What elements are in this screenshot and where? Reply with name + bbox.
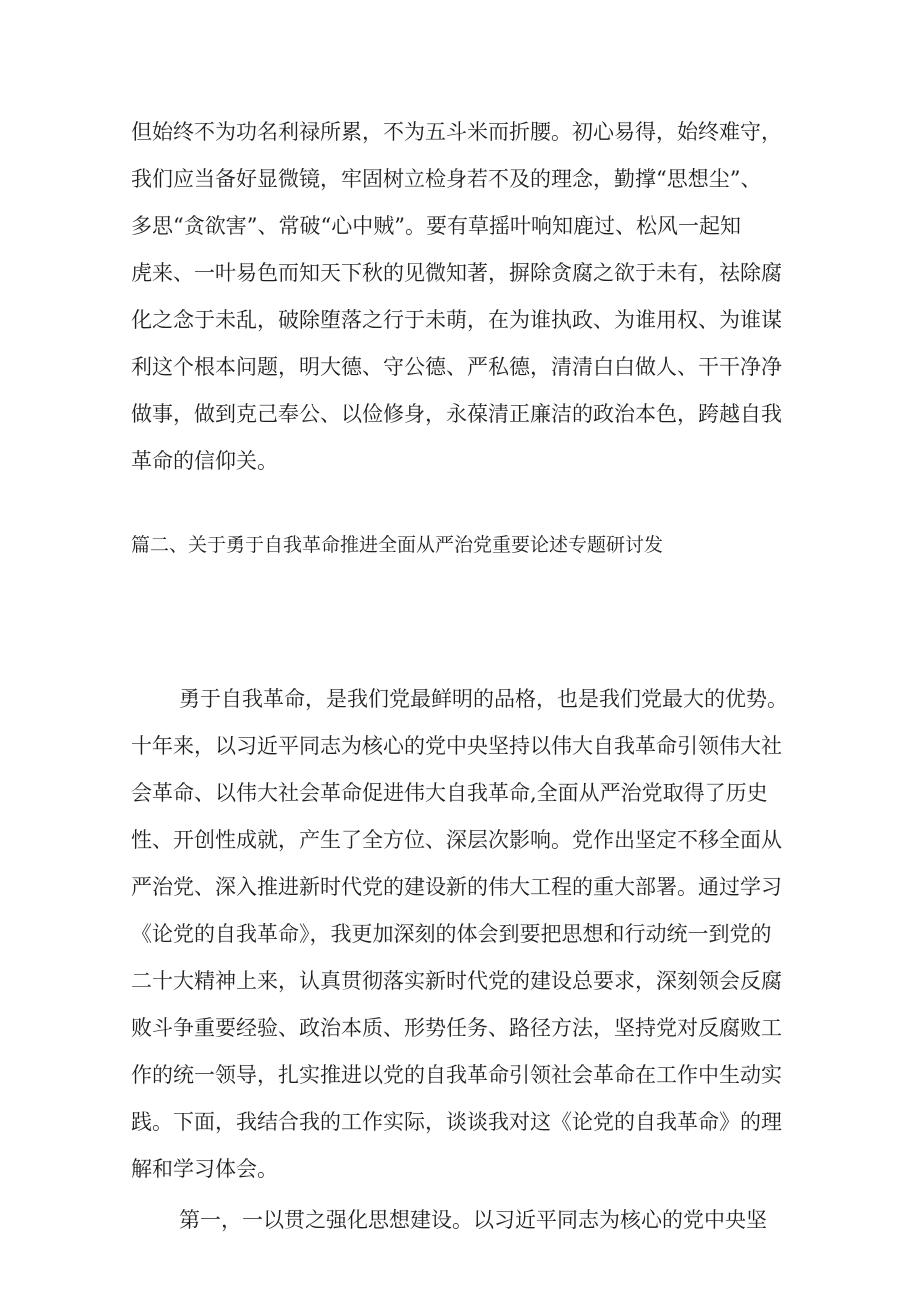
text-line: 性、开创性成就，产生了全方位、深层次影响。党作出坚定不移全面从 <box>131 828 782 852</box>
text-line: 多思“贪欲害”、常破“心中贼”。要有草摇叶响知鹿过、松风一起知 <box>131 214 741 238</box>
text-line: 勇于自我革命，是我们党最鲜明的品格，也是我们党最大的优势。 <box>179 687 788 711</box>
text-line: 做事，做到克己奉公、以俭修身，永葆清正廉洁的政治本色，跨越自我 <box>131 402 782 426</box>
text-line: 败斗争重要经验、政治本质、形势任务、路径方法，坚持党对反腐败工 <box>131 1016 782 1040</box>
text-line: 解和学习体会。 <box>131 1157 278 1181</box>
text-line: 二十大精神上来，认真贯彻落实新时代党的建设总要求，深刻领会反腐 <box>131 969 782 993</box>
text-line: 《论党的自我革命》，我更加深刻的体会到要把思想和行动统一到党的 <box>131 922 772 946</box>
text-line: 革命的信仰关。 <box>131 449 278 473</box>
section-heading: 篇二、关于勇于自我革命推进全面从严治党重要论述专题研讨发 <box>131 534 664 556</box>
text-line: 严治党、深入推进新时代党的建设新的伟大工程的重大部署。通过学习 <box>131 875 782 899</box>
text-line: 会革命、以伟大社会革命促进伟大自我革命,全面从严治党取得了历史 <box>131 781 768 805</box>
text-line: 践。下面，我结合我的工作实际，谈谈我对这《论党的自我革命》的理 <box>131 1110 782 1134</box>
text-line: 化之念于未乱，破除堕落之行于未萌，在为谁执政、为谁用权、为谁谋 <box>131 308 782 332</box>
text-line: 十年来，以习近平同志为核心的党中央坚持以伟大自我革命引领伟大社 <box>131 734 782 758</box>
text-line: 利这个根本问题，明大德、守公德、严私德，清清白白做人、干干净净 <box>131 355 782 379</box>
text-line: 但始终不为功名利禄所累，不为五斗米而折腰。初心易得，始终难守， <box>131 120 782 144</box>
text-line: 虎来、一叶易色而知天下秋的见微知著，摒除贪腐之欲于未有，祛除腐 <box>131 261 782 285</box>
text-line: 我们应当备好显微镜，牢固树立检身若不及的理念，勤撑“思想尘”、 <box>131 167 762 191</box>
text-line: 作的统一领导，扎实推进以党的自我革命引领社会革命在工作中生动实 <box>131 1063 782 1087</box>
text-line: 第一，一以贯之强化思想建设。以习近平同志为核心的党中央坚 <box>179 1208 767 1232</box>
